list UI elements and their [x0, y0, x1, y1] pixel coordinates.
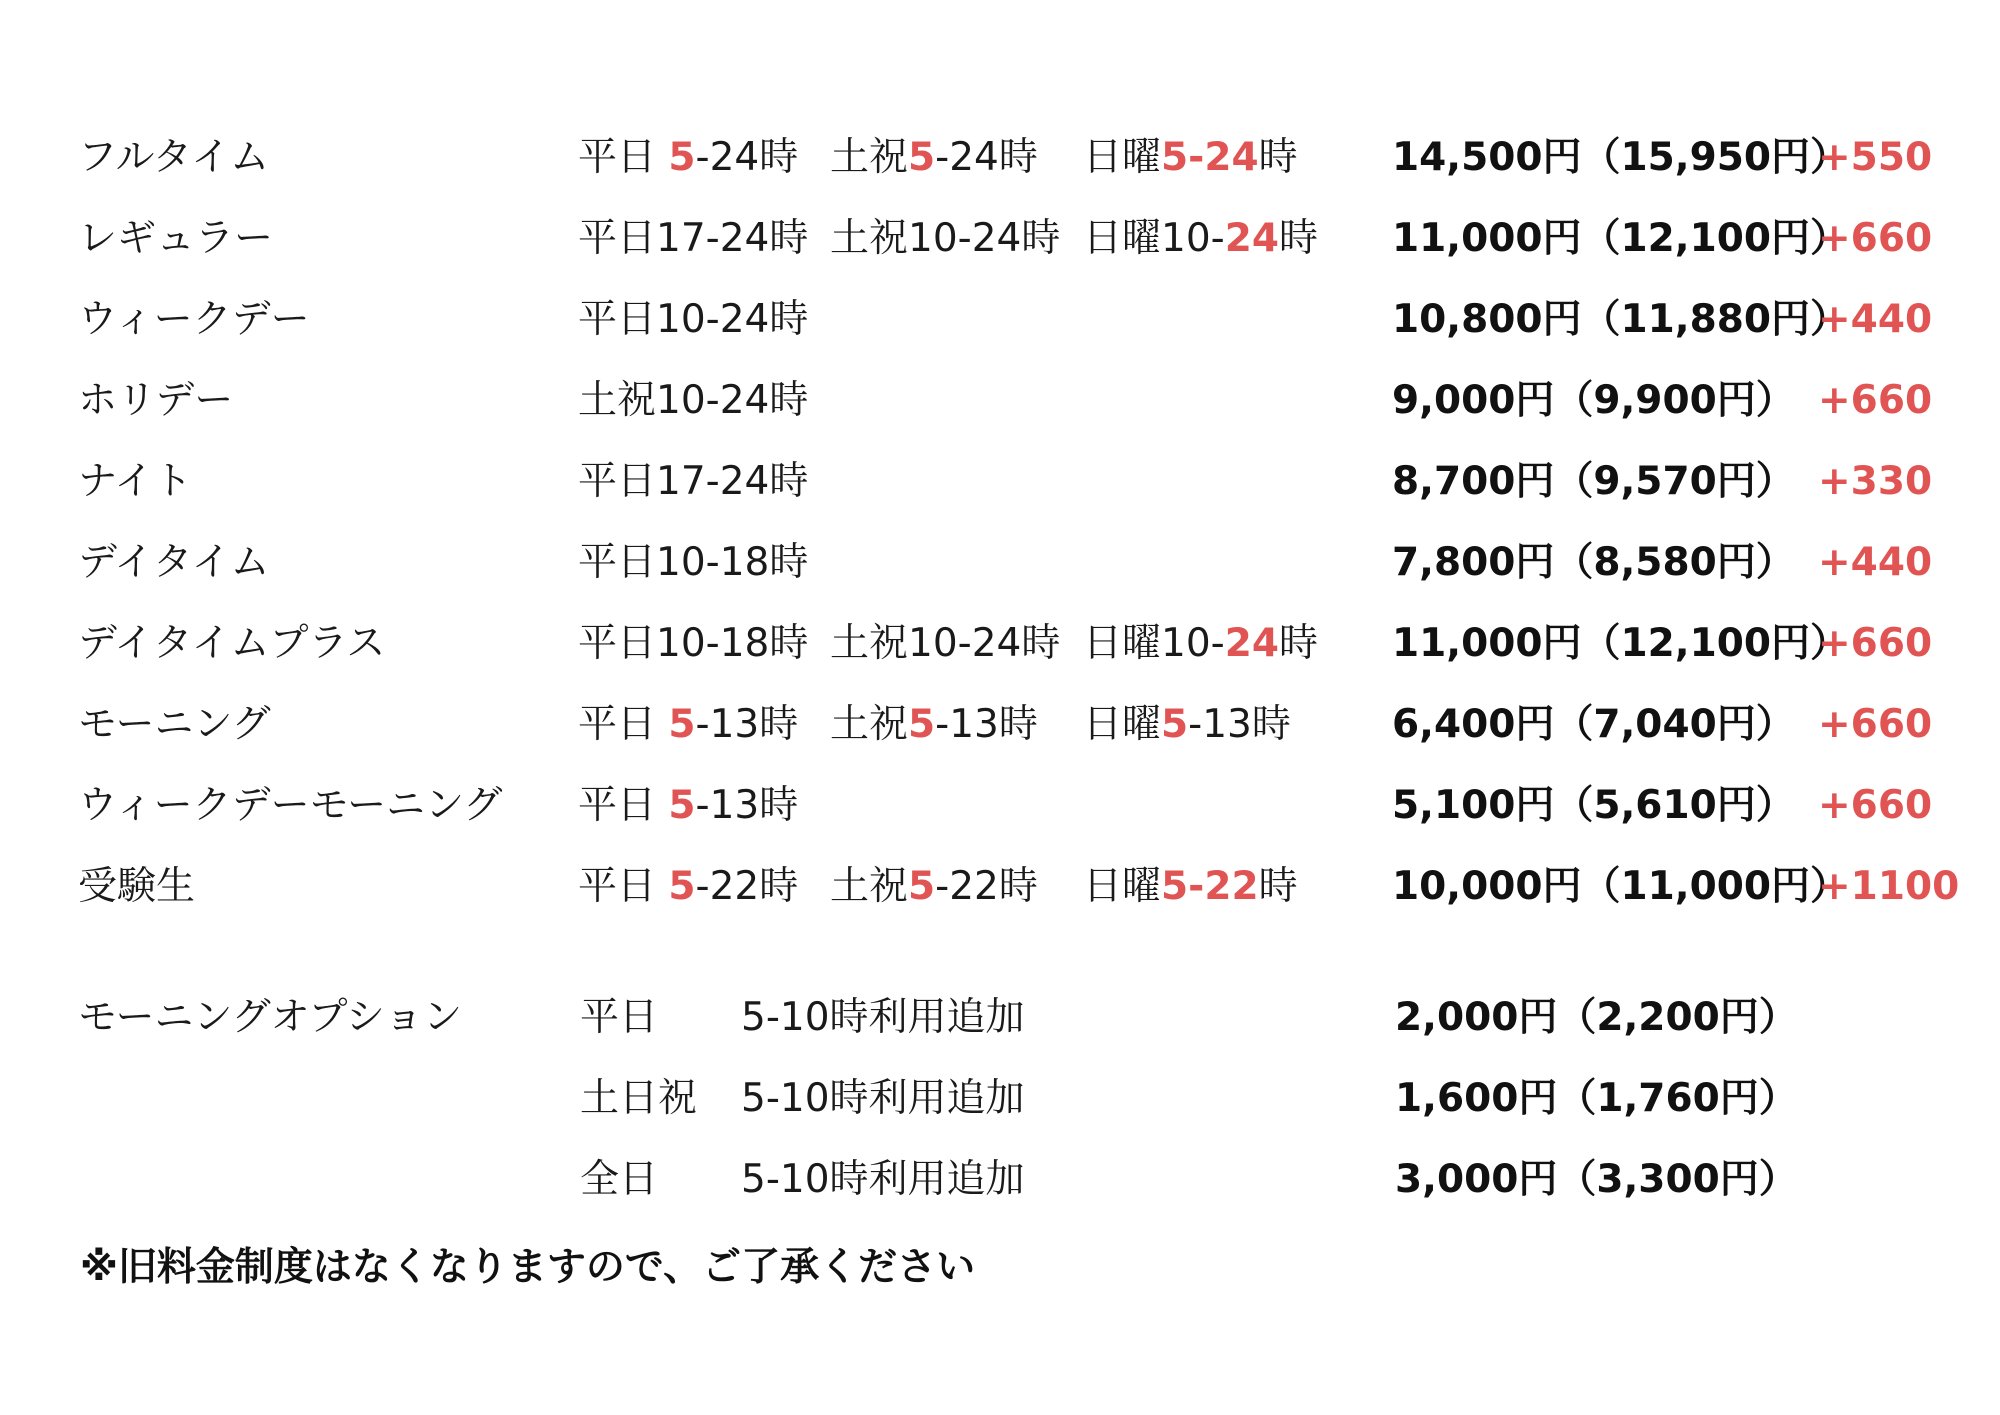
schedule-highlight: 24	[1224, 621, 1279, 666]
schedule-highlight: 5-24	[1161, 135, 1259, 180]
plan-name: デイタイム	[78, 540, 270, 585]
schedule-highlight: 24	[1224, 216, 1279, 261]
schedule-holiday	[830, 199, 1060, 279]
schedule-highlight: 5	[1161, 702, 1189, 747]
schedule-weekday	[578, 847, 798, 927]
schedule-sunday	[1083, 685, 1291, 765]
schedule-text: 土祝	[830, 864, 909, 909]
schedule-text: 平日	[578, 783, 669, 828]
plan-price: 14,500円（15,950円）	[1392, 135, 1849, 180]
price-difference: +660	[1818, 216, 1933, 261]
price-difference: +330	[1818, 459, 1933, 504]
schedule-text: 土祝	[830, 135, 909, 180]
schedule-sunday	[1083, 604, 1318, 684]
schedule-highlight: 5	[668, 864, 696, 909]
schedule-highlight: 5	[668, 783, 696, 828]
schedule-text: 平日10-18時	[578, 621, 809, 666]
plan-row	[0, 199, 2000, 279]
schedule-text: 時	[1278, 216, 1318, 261]
plan-row	[0, 604, 2000, 684]
price-difference: +660	[1818, 702, 1933, 747]
plan-name: 受験生	[78, 864, 196, 909]
plan-row	[0, 847, 2000, 927]
schedule-text: -22時	[695, 864, 799, 909]
schedule-text: -13時	[695, 783, 799, 828]
plan-price: 11,000円（12,100円）	[1392, 621, 1849, 666]
price-difference: +660	[1818, 621, 1933, 666]
plan-price: 10,000円（11,000円）	[1392, 864, 1849, 909]
option-days: 土日祝	[580, 1076, 698, 1121]
schedule-text: 平日10-18時	[578, 540, 809, 585]
plan-row	[0, 685, 2000, 765]
schedule-text: 日曜	[1083, 864, 1162, 909]
option-price: 1,600円（1,760円）	[1395, 1076, 1798, 1121]
schedule-sunday	[1083, 118, 1298, 198]
schedule-holiday	[830, 604, 1060, 684]
plan-price: 7,800円（8,580円）	[1392, 540, 1795, 585]
schedule-weekday	[578, 361, 808, 441]
schedule-text: 時	[1258, 864, 1298, 909]
schedule-text: 時	[1258, 135, 1298, 180]
schedule-highlight: 5	[908, 135, 936, 180]
schedule-highlight: 5-22	[1161, 864, 1259, 909]
schedule-sunday	[1083, 199, 1318, 279]
schedule-text: 平日	[578, 702, 669, 747]
plan-name: ウィークデー	[78, 297, 310, 342]
plan-name: デイタイムプラス	[78, 621, 386, 666]
schedule-highlight: 5	[908, 864, 936, 909]
plan-price: 8,700円（9,570円）	[1392, 459, 1795, 504]
plan-name: ホリデー	[78, 378, 234, 423]
schedule-weekday	[578, 118, 798, 198]
plan-price: 11,000円（12,100円）	[1392, 216, 1849, 261]
schedule-text: 日曜	[1083, 135, 1162, 180]
schedule-text: 平日10-24時	[578, 297, 809, 342]
schedule-text: 土祝	[830, 702, 909, 747]
schedule-weekday	[578, 766, 798, 846]
plan-row	[0, 442, 2000, 522]
option-price: 3,000円（3,300円）	[1395, 1157, 1798, 1202]
option-days: 全日	[580, 1157, 659, 1202]
option-price: 2,000円（2,200円）	[1395, 995, 1798, 1040]
option-days: 平日	[580, 995, 659, 1040]
schedule-text: 日曜10-	[1083, 216, 1225, 261]
schedule-text: 時	[1278, 621, 1318, 666]
plan-row	[0, 118, 2000, 198]
notice-text: ※旧料金制度はなくなりますので、ご了承ください	[80, 1245, 976, 1290]
plan-name: ウィークデーモーニング	[78, 783, 503, 828]
schedule-text: 平日17-24時	[578, 216, 809, 261]
schedule-text: 土祝10-24時	[578, 378, 809, 423]
price-difference: +660	[1818, 378, 1933, 423]
plan-row	[0, 361, 2000, 441]
schedule-holiday	[830, 685, 1038, 765]
price-difference: +660	[1818, 783, 1933, 828]
schedule-holiday	[830, 847, 1038, 927]
schedule-text: 日曜10-	[1083, 621, 1225, 666]
schedule-weekday	[578, 604, 808, 684]
price-difference: +440	[1818, 540, 1933, 585]
schedule-weekday	[578, 442, 808, 522]
plan-price: 10,800円（11,880円）	[1392, 297, 1849, 342]
schedule-text: -13時	[695, 702, 799, 747]
schedule-weekday	[578, 199, 808, 279]
price-difference: +1100	[1818, 864, 1960, 909]
option-name: モーニングオプション	[78, 995, 463, 1040]
schedule-weekday	[578, 685, 798, 765]
schedule-text: 土祝10-24時	[830, 216, 1061, 261]
option-row	[0, 1059, 2000, 1139]
schedule-text: 日曜	[1083, 702, 1162, 747]
plan-name: フルタイム	[78, 135, 270, 180]
schedule-text: 平日	[578, 135, 669, 180]
price-difference: +550	[1818, 135, 1933, 180]
plan-row	[0, 523, 2000, 603]
option-row	[0, 1140, 2000, 1220]
schedule-weekday	[578, 523, 808, 603]
price-difference: +440	[1818, 297, 1933, 342]
schedule-text: -22時	[935, 864, 1038, 909]
plan-name: レギュラー	[78, 216, 274, 261]
option-description: 5-10時利用追加	[741, 995, 1025, 1040]
schedule-text: -13時	[1188, 702, 1291, 747]
option-description: 5-10時利用追加	[741, 1157, 1025, 1202]
schedule-text: -24時	[935, 135, 1038, 180]
schedule-weekday	[578, 280, 808, 360]
plan-price: 6,400円（7,040円）	[1392, 702, 1795, 747]
plan-row	[0, 766, 2000, 846]
plan-row	[0, 280, 2000, 360]
schedule-text: 平日	[578, 864, 669, 909]
plan-price: 9,000円（9,900円）	[1392, 378, 1795, 423]
schedule-highlight: 5	[668, 135, 696, 180]
plan-price: 5,100円（5,610円）	[1392, 783, 1795, 828]
schedule-highlight: 5	[668, 702, 696, 747]
schedule-text: -24時	[695, 135, 799, 180]
option-description: 5-10時利用追加	[741, 1076, 1025, 1121]
plan-name: ナイト	[78, 459, 193, 504]
schedule-sunday	[1083, 847, 1298, 927]
schedule-highlight: 5	[908, 702, 936, 747]
option-row	[0, 978, 2000, 1058]
plan-name: モーニング	[78, 702, 271, 747]
schedule-holiday	[830, 118, 1038, 198]
schedule-text: 土祝10-24時	[830, 621, 1061, 666]
schedule-text: -13時	[935, 702, 1038, 747]
schedule-text: 平日17-24時	[578, 459, 809, 504]
